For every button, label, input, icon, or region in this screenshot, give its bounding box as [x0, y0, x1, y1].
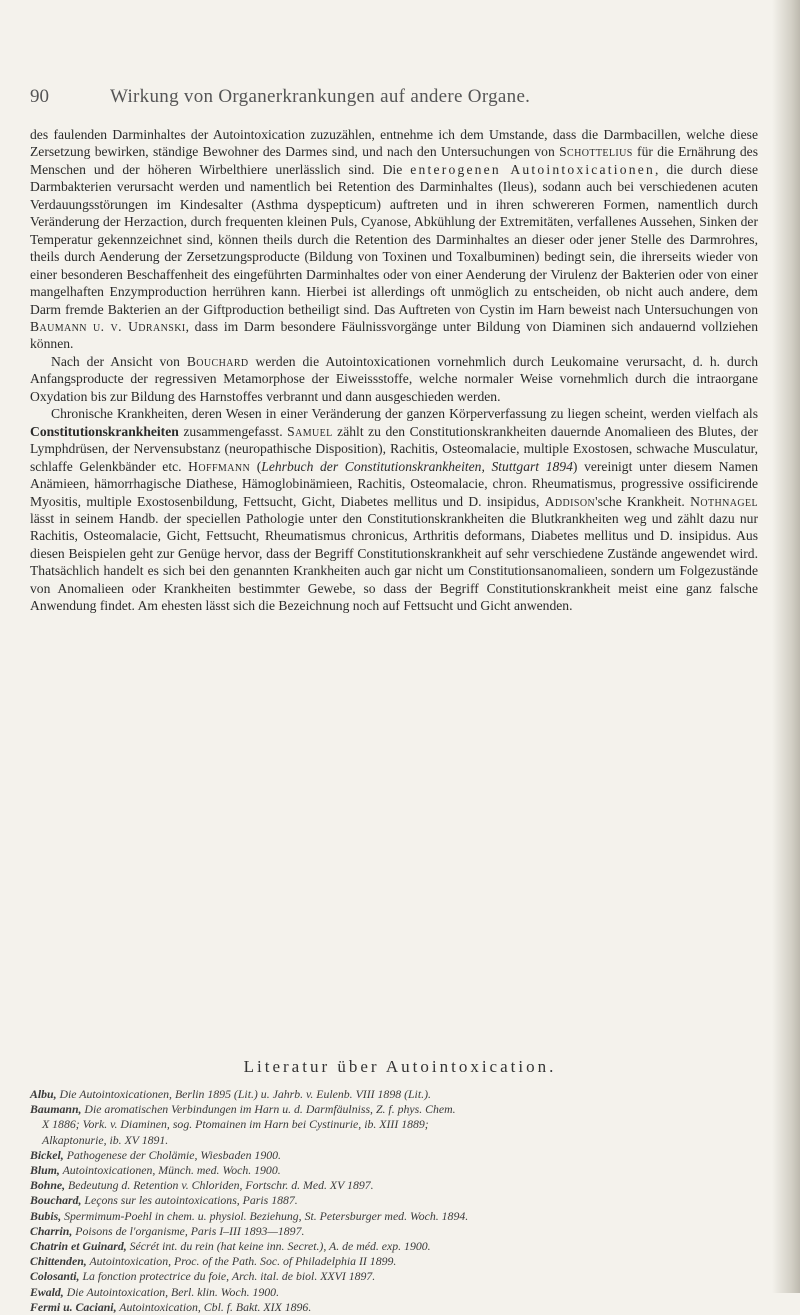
text-run: zusammengefasst. [178, 423, 288, 439]
reference-author: Baumann, [30, 1102, 82, 1117]
author-name: Nothnagel [690, 493, 759, 509]
literature-entry [30, 1239, 765, 1254]
literature-entry [30, 1269, 765, 1284]
literature-entry [30, 1178, 765, 1193]
literature-entry [30, 1209, 765, 1224]
paragraph-1 [30, 126, 758, 353]
reference-text: Die aromatischen Verbindungen im Harn u. d. Darmfäulniss, Z. f. phys. Chem. [81, 1102, 456, 1117]
reference-text: X 1886; Vork. v. Diaminen, sog. Ptomainen im Harn bei Cystinurie, ib. XIII 1889; [42, 1117, 429, 1132]
reference-author: Bouchard, [30, 1193, 82, 1208]
reference-text: Pathogenese der Cholämie, Wiesbaden 1900. [63, 1147, 281, 1162]
reference-text: Alkaptonurie, ib. XV 1891. [42, 1132, 169, 1147]
reference-author: Colosanti, [30, 1269, 80, 1284]
reference-author: Albu, [30, 1087, 57, 1101]
literature-entry [30, 1254, 765, 1269]
book-title: Lehrbuch der Constitutionskrankheiten, Stuttgart 1894 [261, 458, 573, 474]
text-run: 'sche Krankheit. [595, 493, 691, 509]
literature-entry [30, 1087, 765, 1102]
reference-author: Bubis, [30, 1208, 62, 1223]
paragraph-2 [30, 353, 758, 405]
reference-text: Die Autointoxication, Berl. klin. Woch. 1900. [63, 1284, 280, 1299]
reference-text: Poisons de l'organisme, Paris I–III 1893—1897. [72, 1223, 305, 1238]
running-header [30, 86, 730, 114]
literature-entry [30, 1133, 765, 1148]
literature-entry [30, 1285, 765, 1300]
author-name: Bouchard [186, 353, 249, 369]
literature-heading: Literatur über Autointoxication. [243, 1057, 557, 1076]
reference-text: Spermimum-Poehl in chem. u. physiol. Beziehung, St. Petersburger med. Woch. 1894. [61, 1208, 469, 1223]
author-name: Baumann u. v. Udranski [30, 318, 186, 334]
text-run: des faulenden Darminhaltes der Autointoxication zuzuzählen, entnehme ich dem Umstande, dass die Darmbacillen, welche diese Zersetzung bewirken, ständige Bewohner des Darmes sind, und nach den Untersuchungen von [30, 127, 758, 160]
reference-text: Autointoxication, Cbl. f. Bakt. XIX 1896. [116, 1299, 312, 1314]
text-run: Nach der Ansicht von [51, 353, 187, 369]
reference-author: Bickel, [30, 1147, 64, 1162]
author-name: Samuel [287, 423, 333, 439]
reference-author: Blum, [30, 1163, 60, 1178]
emphasized-term: enterogenen Autointoxicationen [410, 161, 655, 177]
text-run: , die durch diese Darmbakterien verursacht werden und namentlich bei Retention des Darminhaltes (Ileus), sodann auch bei verschiedenen acuten Verdauungsstörungen im Kindesalter (Asthma dyspepticum) auftreten und in ihren schwereren Formen, namentlich durch Veränderung der Herzaction, durch frequenten kleinen Puls, Cyanose, Abkühlung der Extremitäten, verfallenes Aussehen, Sinken der Temperatur gekennzeichnet sind, können theils durch die Retention des Darminhaltes an dieser oder jener Stelle des Darmrohres, theils durch Aenderung der Zersetzungsproducte (Bildung von Toxinen und Toxalbuminen) bedingt sein, die ihrerseits wieder von einer besonderen Beschaffenheit des eingeführten Darminhaltes oder von einer Aenderung der Virulenz der Bakterien oder von einer mangelhaften Enzymproduction herrühren kann. Hierbei ist allerdings oft unmöglich zu entscheiden, ob nicht auch andere, dem Darm fremde Bakterien an der Giftproduction betheiligt sind. Das Auftreten von Cystin im Harn beweist nach Untersuchungen von [30, 161, 758, 317]
author-name: Schottelius [559, 144, 633, 160]
literature-entry [30, 1102, 765, 1117]
reference-text: Die Autointoxicationen, Berlin 1895 (Lit.) u. Jahrb. v. Eulenb. VIII 1898 (Lit.). [56, 1087, 431, 1101]
literature-entry [30, 1163, 765, 1178]
text-run: ) vereinigt unter diesem Namen Anämieen, hämorrhagische Diathese, Hämoglobinämieen, Rachitis, Osteomalacie, chron. Rheumatismus, progressive ossificirende Myositis, multiple Exostosenbildung, Fettsucht, Gicht, Diabetes mellitus und D. insipidus, [30, 458, 758, 509]
reference-author: Chittenden, [30, 1254, 87, 1269]
bold-term: Constitutionskrankheiten [30, 423, 179, 439]
reference-text: La fonction protectrice du foie, Arch. ital. de biol. XXVI 1897. [79, 1269, 376, 1284]
literature-entry [30, 1148, 765, 1163]
literature-entry [30, 1193, 765, 1208]
paragraph-3 [30, 405, 758, 614]
reference-text: Sécrét int. du rein (hat keine inn. Secret.), A. de méd. exp. 1900. [126, 1239, 431, 1254]
text-run: für die Ernährung des Menschen und der höheren Wirbelthiere unerlässlich sind. Die [30, 144, 758, 177]
author-name: Addison [544, 493, 596, 509]
running-title: Wirkung von Organerkrankungen auf andere Organe. [110, 86, 531, 107]
body-text [30, 126, 758, 615]
reference-author: Chatrin et Guinard, [30, 1239, 127, 1254]
text-run: , dass im Darm besondere Fäulnissvorgänge unter Bildung von Diaminen sich andauernd vollziehen können. [30, 318, 759, 352]
text-run: Chronische Krankheiten, deren Wesen in einer Veränderung der ganzen Körperverfassung zu liegen scheint, werden vielfach als [51, 406, 758, 422]
literature-entry [30, 1117, 765, 1132]
literature-entry [30, 1224, 765, 1239]
reference-text: Autointoxicationen, Münch. med. Woch. 1900. [59, 1163, 281, 1178]
literature-entry [30, 1300, 765, 1315]
reference-text: Bedeutung d. Retention v. Chloriden, Fortschr. d. Med. XV 1897. [65, 1178, 374, 1193]
text-run: ( [250, 458, 262, 474]
reference-text: Leçons sur les autointoxications, Paris 1887. [81, 1193, 298, 1208]
text-run: werden die Autointoxicationen vornehmlich durch Leukomaine verursacht, d. h. durch Anfangsproducte der regressiven Metamorphose der Eiweissstoffe, welche normaler Weise vornehmlich durch die intraorgane Oxydation bis zur Bildung des Harnstoffes verbrannt und dann ausgeschieden werden. [30, 353, 759, 404]
reference-text: Autointoxication, Proc. of the Path. Soc. of Philadelphia II 1899. [86, 1254, 397, 1269]
literature-list [30, 1087, 765, 1315]
reference-author: Fermi u. Caciani, [30, 1299, 117, 1314]
reference-author: Charrin, [30, 1223, 73, 1238]
reference-author: Ewald, [30, 1284, 64, 1299]
text-run: zählt zu den Constitutionskrankheiten dauernde Anomalieen des Blutes, der Lymphdrüsen, der Nervensubstanz (neuropathische Disposition), Rachitis, Osteomalacie, multiple Exostosen, schwache Musculatur, schlaffe Gelenkbänder etc. [30, 423, 759, 474]
reference-author: Bohne, [30, 1178, 66, 1193]
author-name: Hoffmann [188, 458, 251, 474]
text-run: lässt in seinem Handb. der speciellen Pathologie unter den Constitutionskrankheiten die Blutkrankheiten weg und zählt dazu nur Rachitis, Osteomalacie, Gicht, Fettsucht, Rheumatismus chronicus, Arthritis deformans, Diabetes mellitus und D. insipidus. Aus diesen Beispielen geht zur Genüge hervor, dass der Begriff Constitutionskrankheit auf sehr verschiedene Zustände angewendet wird. Thatsächlich handelt es sich bei den genannten Krankheiten auch gar nicht um Constitutionsanomalieen, sondern um Folgezustände von Anomalieen oder Krankheiten bestimmter Gewebe, so dass der Begriff Constitutionskrankheit meist eine ganz falsche Anwendung findet. Am ehesten lässt sich die Bezeichnung noch auf Fettsucht und Gicht anwenden. [30, 510, 758, 614]
page-edge-shadow [772, 0, 800, 1293]
page-number: 90 [30, 86, 49, 107]
